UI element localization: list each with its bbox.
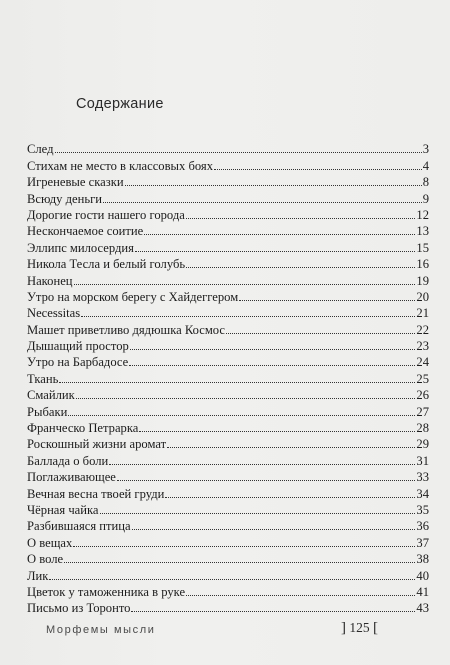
- toc-entry-page: 28: [416, 421, 429, 436]
- toc-entry: [27, 451, 429, 467]
- page-number: 125: [349, 620, 370, 635]
- table-of-contents: [27, 140, 429, 615]
- toc-entry-title: Лик: [27, 568, 49, 583]
- toc-entry: [27, 304, 429, 320]
- toc-entry-page: 25: [416, 371, 429, 386]
- toc-entry: [27, 533, 429, 549]
- toc-entry: [27, 550, 429, 566]
- dot-leader: [239, 300, 415, 301]
- toc-entry-page: 13: [416, 224, 429, 239]
- toc-entry: [27, 517, 429, 533]
- toc-entry-title: След: [27, 142, 54, 157]
- dot-leader: [109, 464, 415, 465]
- dot-leader: [81, 316, 415, 317]
- toc-entry-page: 33: [416, 470, 429, 485]
- toc-entry: [27, 419, 429, 435]
- toc-entry-title: Рыбаки: [27, 404, 68, 419]
- toc-entry-page: 29: [416, 437, 429, 452]
- toc-entry: [27, 140, 429, 156]
- dot-leader: [165, 497, 415, 498]
- dot-leader: [68, 415, 415, 416]
- toc-entry-page: 8: [422, 175, 429, 190]
- toc-entry-title: Эллипс милосердия: [27, 240, 134, 255]
- toc-entry-page: 24: [416, 355, 429, 370]
- toc-entry-title: Нескончаемое соитие: [27, 224, 144, 239]
- toc-entry: [27, 599, 429, 615]
- toc-entry: [27, 189, 429, 205]
- dot-leader: [144, 234, 415, 235]
- toc-entry: [27, 402, 429, 418]
- page-footer: [0, 620, 450, 644]
- dot-leader: [129, 365, 415, 366]
- folio-bracket-left: ]: [341, 620, 346, 636]
- contents-heading: Содержание: [76, 96, 164, 112]
- toc-entry: [27, 271, 429, 287]
- toc-entry: [27, 484, 429, 500]
- toc-entry: [27, 288, 429, 304]
- toc-entry: [27, 206, 429, 222]
- dot-leader: [125, 185, 422, 186]
- toc-entry-page: 12: [416, 207, 429, 222]
- dot-leader: [135, 251, 415, 252]
- toc-entry: [27, 255, 429, 271]
- toc-entry-page: 15: [416, 240, 429, 255]
- dot-leader: [186, 218, 416, 219]
- toc-entry-page: 37: [416, 535, 429, 550]
- toc-entry-page: 19: [416, 273, 429, 288]
- toc-entry-title: Наконец: [27, 273, 73, 288]
- toc-entry-page: 38: [416, 552, 429, 567]
- dot-leader: [103, 202, 422, 203]
- toc-entry-page: 20: [416, 289, 429, 304]
- dot-leader: [139, 431, 415, 432]
- toc-entry: [27, 353, 429, 369]
- toc-entry-title: Баллада о боли: [27, 453, 109, 468]
- toc-entry: [27, 369, 429, 385]
- toc-entry-title: Чёрная чайка: [27, 502, 99, 517]
- toc-entry-page: 26: [416, 388, 429, 403]
- toc-entry-title: Поглаживающее: [27, 470, 116, 485]
- dot-leader: [226, 333, 415, 334]
- dot-leader: [131, 611, 415, 612]
- toc-entry-page: 21: [416, 306, 429, 321]
- dot-leader: [130, 349, 416, 350]
- toc-entry-title: Утро на морском берегу с Хайдеггером: [27, 289, 239, 304]
- toc-entry-page: 4: [422, 158, 429, 173]
- toc-entry-title: Никола Тесла и белый голубь: [27, 257, 186, 272]
- toc-entry-page: 43: [416, 601, 429, 616]
- toc-entry-title: Necessitas: [27, 306, 81, 321]
- toc-entry-title: Роскошный жизни аромат: [27, 437, 167, 452]
- toc-entry-title: Смайлик: [27, 388, 75, 403]
- folio-bracket-right: [: [373, 620, 378, 636]
- dot-leader: [186, 267, 415, 268]
- dot-leader: [117, 480, 416, 481]
- toc-entry: [27, 583, 429, 599]
- toc-entry-title: Игреневые сказки: [27, 175, 124, 190]
- dot-leader: [73, 546, 415, 547]
- toc-entry-title: Утро на Барбадосе: [27, 355, 129, 370]
- dot-leader: [186, 595, 415, 596]
- dot-leader: [167, 447, 415, 448]
- toc-entry-page: 34: [416, 486, 429, 501]
- toc-entry: [27, 468, 429, 484]
- toc-entry-page: 27: [416, 404, 429, 419]
- toc-entry-page: 23: [416, 339, 429, 354]
- toc-entry: [27, 238, 429, 254]
- toc-entry-page: 41: [416, 584, 429, 599]
- dot-leader: [76, 398, 416, 399]
- toc-entry-title: Машет приветливо дядюшка Космос: [27, 322, 226, 337]
- toc-entry-title: Цветок у таможенника в руке: [27, 584, 186, 599]
- toc-entry-title: Письмо из Торонто: [27, 601, 131, 616]
- toc-entry-title: Стихам не место в классовых боях: [27, 158, 214, 173]
- dot-leader: [64, 562, 415, 563]
- dot-leader: [49, 579, 415, 580]
- toc-entry: [27, 386, 429, 402]
- dot-leader: [55, 152, 422, 153]
- dot-leader: [132, 529, 416, 530]
- toc-entry-page: 35: [416, 502, 429, 517]
- toc-entry: [27, 337, 429, 353]
- running-title: Морфемы мысли: [46, 624, 156, 636]
- toc-entry: [27, 156, 429, 172]
- toc-entry: [27, 173, 429, 189]
- toc-entry: [27, 222, 429, 238]
- toc-entry-page: 36: [416, 519, 429, 534]
- toc-entry-title: Франческо Петрарка: [27, 421, 139, 436]
- dot-leader: [214, 169, 422, 170]
- toc-entry: [27, 435, 429, 451]
- toc-entry-title: Дышащий простор: [27, 339, 129, 354]
- toc-entry-page: 3: [422, 142, 429, 157]
- toc-entry-title: Вечная весна твоей груди: [27, 486, 165, 501]
- dot-leader: [74, 284, 416, 285]
- toc-entry-page: 9: [422, 191, 429, 206]
- toc-entry-title: Дорогие гости нашего города: [27, 207, 185, 222]
- toc-entry-title: Всюду деньги: [27, 191, 102, 206]
- dot-leader: [59, 382, 415, 383]
- toc-entry-title: О воле: [27, 552, 64, 567]
- toc-entry-title: О вещах: [27, 535, 73, 550]
- toc-entry-page: 31: [416, 453, 429, 468]
- toc-entry-title: Ткань: [27, 371, 59, 386]
- toc-entry-page: 16: [416, 257, 429, 272]
- toc-entry-title: Разбившаяся птица: [27, 519, 131, 534]
- toc-entry: [27, 566, 429, 582]
- page-number-block: [341, 620, 378, 637]
- toc-entry: [27, 320, 429, 336]
- toc-entry-page: 40: [416, 568, 429, 583]
- toc-entry-page: 22: [416, 322, 429, 337]
- dot-leader: [100, 513, 416, 514]
- toc-entry: [27, 501, 429, 517]
